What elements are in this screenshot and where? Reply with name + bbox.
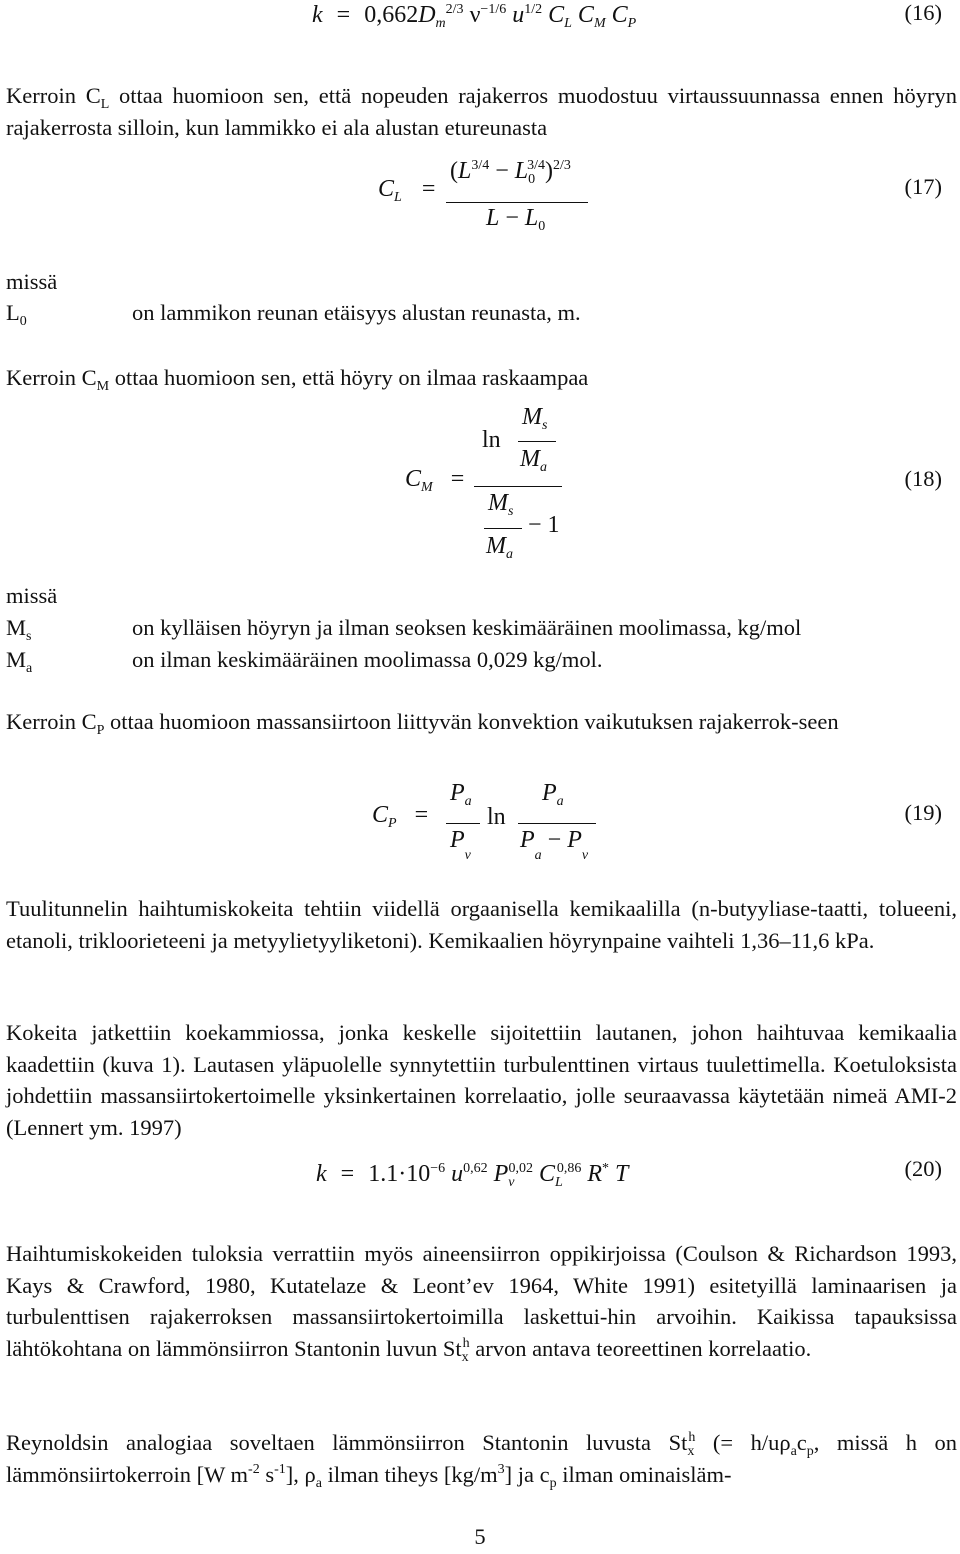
page-number: 5 [474,1524,486,1549]
equation-17-denominator: $L - L_0$ [486,205,546,234]
equation-17-fraction-bar [446,202,588,203]
paragraph-reynolds-analogy: Reynoldsin analogiaa soveltaen lämmönsiirron Stantonin luvusta $St_x^h$ (= $h/u\rho_ac_p$, missä h on lämmönsiirtokerroin [W $m^{-2}$ $s^{-1}$], $\rho_a$ ilman tiheys $[kg/m^3]$ ja $c_p$ ilman ominaisläm- [6,1430,957,1491]
equation-18-num-ms: $M_s$ [522,404,548,433]
equation-18-fraction-bar [474,486,562,487]
definition-l0: on lammikon reunan etäisyys alustan reunasta, m. [132,300,581,325]
equation-19-lhs: $C_P$ = [372,802,429,831]
equation-19-frac1-den: $P_v$ [450,827,471,863]
paragraph-cm: Kerroin $C_M$ ottaa huomioon sen, että höyry on ilmaa raskaampaa [6,365,589,394]
symbol-l0: $L_0$ [6,300,27,329]
where-label-1: missä [6,269,58,294]
equation-number-20: (20) [904,1156,942,1181]
paragraph-cl: Kerroin $C_L$ ottaa huomioon sen, että nopeuden rajakerros muodostuu virtaussuunnassa ennen höyryn rajakerrosta silloin, kun lammikko ei ala alustan etureunasta [6,83,957,140]
paragraph-tunnel-experiments: Tuulitunnelin haihtumiskokeita tehtiin viidellä orgaanisella kemikaalilla (n-butyyliase-taatti, tolueeni, etanoli, trikloorieteeni ja metyylietyyliketoni). Kemikaalien höyrynpaine vaihteli 1,36–11,6 kPa. [6,896,957,953]
equation-19-frac2-den: $P_a - P_v$ [520,827,589,863]
equation-19-fraction-bar-2 [518,823,596,824]
equation-18-den-ma: $M_a$ [486,533,513,562]
equation-18-lhs: $C_M$ = [405,466,465,495]
equation-number-18: (18) [904,466,942,491]
paragraph-comparison: Haihtumiskokeiden tuloksia verrattiin myös aineensiirron oppikirjoissa (Coulson & Richardson 1993, Kays & Crawford, 1980, Kutatelaze & Leont’ev 1964, White 1991) esitetyillä laminaarisen ja turbulenttisen rajakerroksen massansiirtokertoimilla laskettui-hin arvoihin. Kaikissa tapauksissa lähtökohtana on lämmönsiirron Stantonin luvun $St_x^h$ arvon antava teoreettinen korrelaatio. [6,1241,957,1365]
equation-18-ln: ln [482,427,501,453]
definition-ms: on kylläisen höyryn ja ilman seoksen keskimääräinen moolimassa, kg/mol [132,615,802,640]
equation-19-fraction-bar-1 [446,823,480,824]
definition-ma: on ilman keskimääräinen moolimassa 0,029 kg/mol. [132,647,603,672]
equation-19-frac1-num: $P_a$ [450,780,472,809]
equation-18-den-ms: $M_s$ [488,490,514,519]
equation-17-numerator: $(L^{3/4} - L_0^{3/4})^{2/3}$ [450,158,571,187]
paragraph-cp: Kerroin $C_P$ ottaa huomioon massansiirtoon liittyvän konvektion vaikutuksen rajakerrok-seen [6,709,839,738]
equation-17-lhs: $C_L$ = [378,176,436,205]
where-label-2: missä [6,583,58,608]
paragraph-chamber-experiments: Kokeita jatkettiin koekammiossa, jonka keskelle sijoitettiin lautanen, johon haihtuvaa kemikaalia kaadettiin (kuva 1). Lautasen yläpuolelle synnytettiin turbulenttinen virtaus tuulettimella. Koetuloksista johdettiin massansiirtokertoimelle yksinkertainen korrelaatio, jolle seuraavassa käytetään nimeä AMI-2 (Lennert ym. 1997) [6,1020,957,1140]
symbol-ma: $M_a$ [6,647,33,676]
equation-18-minus-one: − 1 [528,512,560,538]
equation-number-17: (17) [904,174,942,199]
equation-number-19: (19) [904,800,942,825]
equation-18-num-ma: $M_a$ [520,446,547,475]
equation-20: $k = 1.1\cdot 10^{-6}$ $u^{0,62}$ $P_v^{0,02}$ $C_L^{0,86}$ R* T [316,1161,629,1190]
equation-16: $k = 0,662D_m^{2/3}$ $\nu^{-1/6}$ $u^{1/2}$ $C_L$ $C_M$ $C_P$ [312,2,637,31]
equation-19-frac2-num: $P_a$ [542,780,564,809]
equation-18-inner-bar-2 [484,528,522,529]
equation-19-ln: ln [487,804,506,830]
symbol-ms: $M_s$ [6,615,32,644]
equation-18-inner-bar-1 [518,441,556,442]
equation-number-16: (16) [904,0,942,25]
